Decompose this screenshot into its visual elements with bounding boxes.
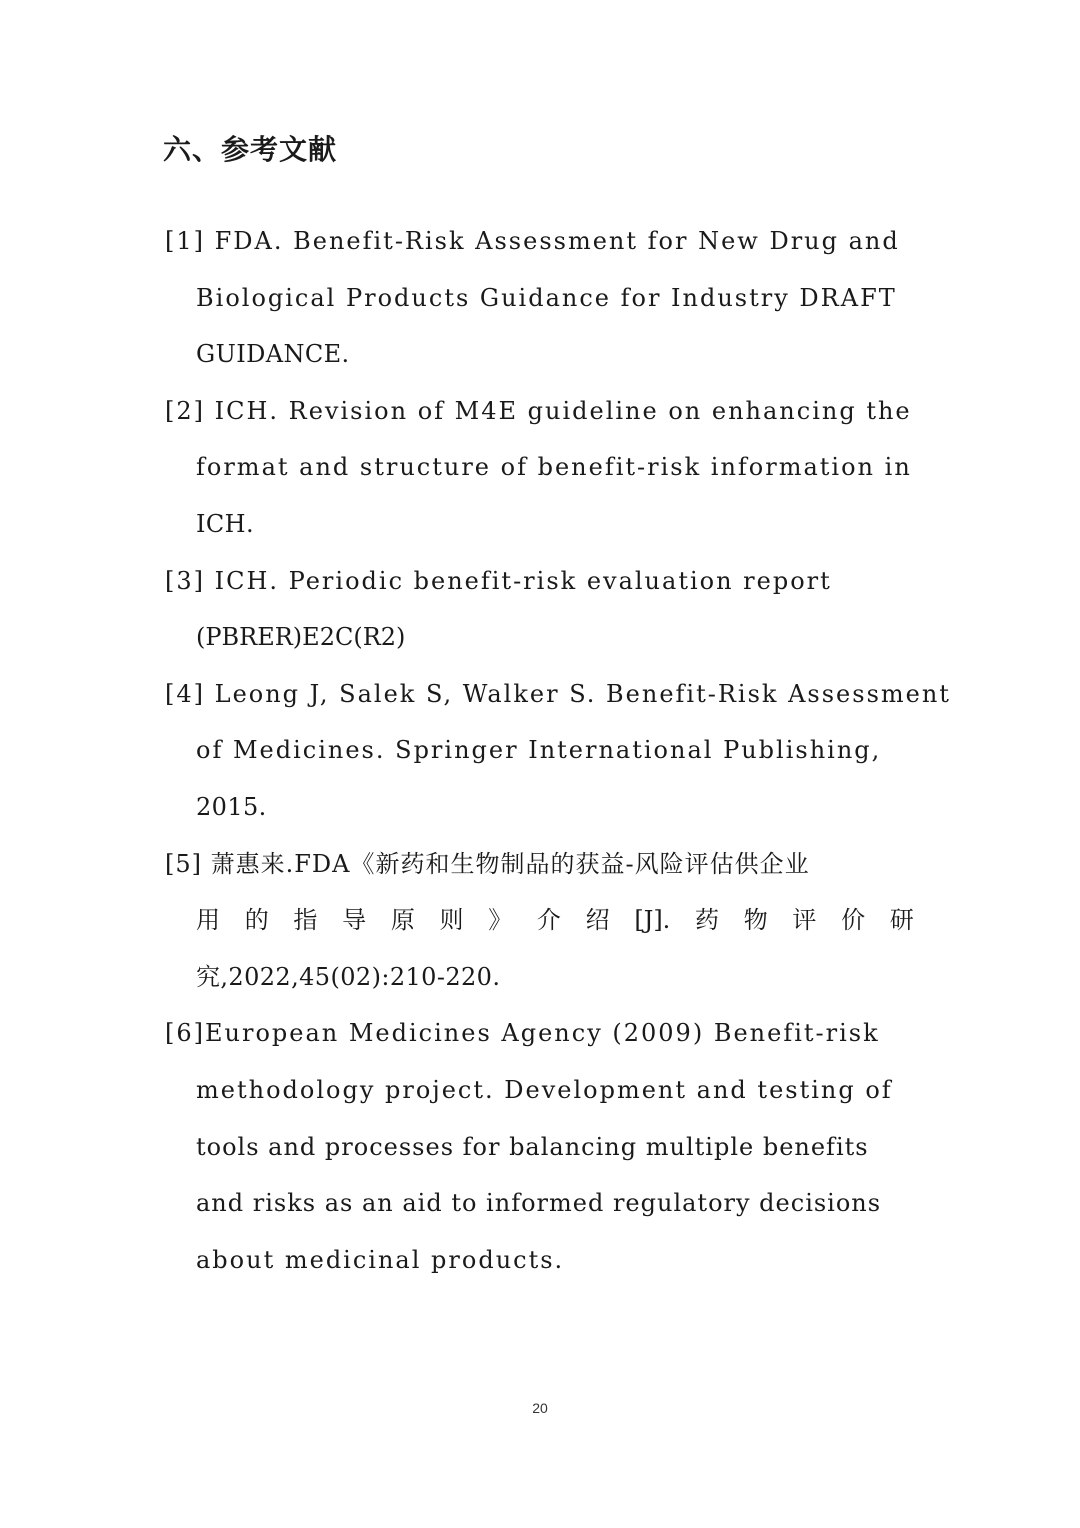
reference-line: methodology project. Development and testing of <box>196 1075 893 1104</box>
reference-line: [1] FDA. Benefit-Risk Assessment for New Drug and <box>165 227 900 255</box>
justified-word: 价 <box>841 906 866 935</box>
reference-line: tools and processes for balancing multiple benefits <box>196 1132 869 1161</box>
reference-line-justified <box>165 892 925 949</box>
reference-line: Biological Products Guidance for Industry DRAFT <box>196 283 897 312</box>
justified-word: 》 <box>488 906 513 935</box>
reference-line: about medicinal products. <box>196 1245 565 1274</box>
reference-line: [3] ICH. Periodic benefit-risk evaluation report <box>165 566 832 595</box>
section-heading: 六、参考文献 <box>163 133 338 166</box>
reference-line: [5] 萧惠来.FDA《新药和生物制品的获益-风险评估供企业 <box>165 849 810 878</box>
justified-word: 原 <box>390 906 415 935</box>
reference-line: GUIDANCE. <box>196 340 350 369</box>
justified-text <box>196 892 914 949</box>
reference-item-5 <box>165 836 925 1006</box>
reference-line: [6]European Medicines Agency (2009) Benefit-risk <box>165 1019 880 1048</box>
justified-word: 研 <box>889 906 914 935</box>
justified-word: 介 <box>536 906 561 935</box>
justified-word: [J]. <box>634 906 671 935</box>
reference-item-2 <box>165 383 925 553</box>
reference-line: and risks as an aid to informed regulatory decisions <box>196 1189 882 1218</box>
reference-item-4 <box>165 666 951 836</box>
justified-word: 绍 <box>585 906 610 935</box>
reference-line: format and structure of benefit-risk information in <box>196 453 912 482</box>
reference-line: ICH. <box>196 509 255 538</box>
reference-line: [4] Leong J, Salek S, Walker S. Benefit-Risk Assessment <box>165 679 951 708</box>
reference-line: 究,2022,45(02):210-220. <box>196 962 501 991</box>
reference-item-6 <box>165 1005 925 1288</box>
reference-item-3 <box>165 553 925 666</box>
justified-word: 导 <box>342 906 367 935</box>
reference-line: of Medicines. Springer International Publishing, <box>196 736 882 765</box>
reference-line: (PBRER)E2C(R2) <box>196 623 406 652</box>
justified-word: 的 <box>244 906 269 935</box>
justified-word: 物 <box>743 906 768 935</box>
justified-word: 评 <box>792 906 817 935</box>
reference-line: [2] ICH. Revision of M4E guideline on enhancing the <box>165 396 912 425</box>
reference-list <box>165 213 951 1288</box>
reference-item-1 <box>165 213 925 383</box>
page-number: 20 <box>532 1400 548 1416</box>
justified-word: 药 <box>695 906 720 935</box>
justified-word: 指 <box>293 906 318 935</box>
justified-word: 则 <box>439 906 464 935</box>
reference-line: 2015. <box>196 792 267 821</box>
justified-word: 用 <box>196 906 220 935</box>
